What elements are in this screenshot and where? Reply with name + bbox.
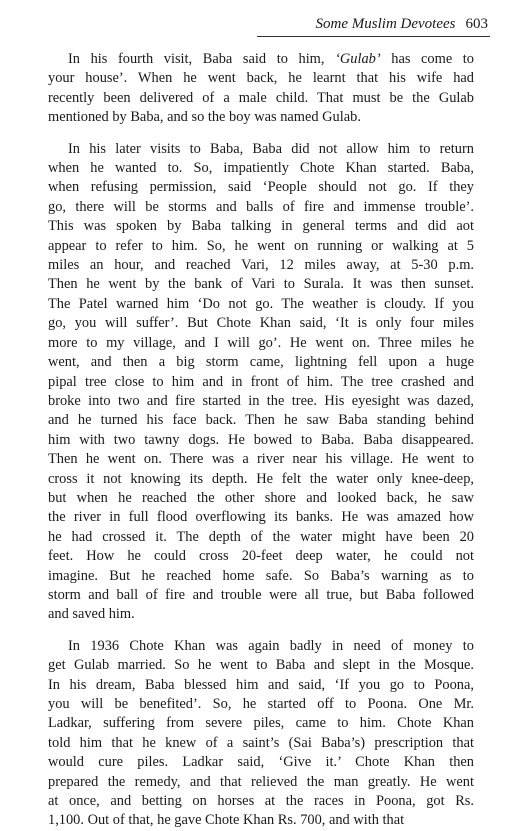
header-rule <box>257 36 490 37</box>
text-line: Then he went on. There was a river near his village. He went to <box>48 451 474 468</box>
running-head <box>316 16 488 33</box>
text-line: at once, and betting on horses at the races in Poona, got Rs. <box>48 793 474 810</box>
text-line: when refusing permission, said ‘People should not go. If they <box>48 179 474 196</box>
body-text <box>48 50 474 831</box>
text-line: he had crossed it. The depth of the water might have been 20 <box>48 528 474 545</box>
text-line: mentioned by Baba, and so the boy was named Gulab. <box>48 109 361 126</box>
page-number: 603 <box>465 16 488 32</box>
paragraph <box>48 637 474 831</box>
text-line: In his dream, Baba blessed him and said, ‘If you go to Poona, <box>48 676 474 693</box>
text-line: go, there will be storms and balls of fire and immense trouble’. <box>48 198 474 215</box>
text-line: but when he reached the other shore and looked back, he saw <box>48 489 474 506</box>
text-line: and he turned his face back. Then he saw Baba standing behind <box>48 412 474 429</box>
text-line: you will be benefited’. So, he started off to Poona. One Mr. <box>48 696 474 712</box>
text-line: broke into two and fire started in the tree. His eyesight was dazed, <box>48 392 474 409</box>
text-line: In his later visits to Baba, Baba did not allow him to return <box>68 140 474 157</box>
text-line: more to my village, and I will go’. He went on. Three miles he <box>48 334 474 351</box>
text-line: went, and then a big storm came, lightning fell upon a huge <box>48 354 474 371</box>
text-line: cross it not knowing its depth. He felt the water only knee-deep, <box>48 470 474 487</box>
text-line: and saved him. <box>48 606 135 623</box>
running-title: Some Muslim Devotees <box>315 16 456 32</box>
text-line: Then he went by the bank of Vari to Surala. It was then sunset. <box>48 276 474 293</box>
text-line: told him that he knew of a saint’s (Sai Baba’s) prescription that <box>48 734 474 751</box>
text-line: when he wanted to. So, impatiently Chote Khan started. Baba, <box>48 160 474 177</box>
text-line: your house’. When he went back, he learnt that his wife had <box>48 70 474 87</box>
text-line: appear to refer to him. So, he went on running or walking at 5 <box>48 237 474 254</box>
text-line: In his fourth visit, Baba said to him, ‘Gulab’ has come to <box>68 51 475 67</box>
paragraph <box>48 140 474 625</box>
text-line: This was spoken by Baba talking in general terms and did aot <box>48 218 474 235</box>
text-line: would cure piles. Ladkar said, ‘Give it.’ Chote Khan then <box>48 754 474 771</box>
text-line: pipal tree close to him and in front of him. The tree crashed and <box>48 373 474 390</box>
text-line: storm and ball of fire and trouble were all true, but Baba followed <box>48 586 474 603</box>
text-line: Ladkar, suffering from severe piles, came to him. Chote Khan <box>48 715 474 732</box>
text-line: get Gulab married. So he went to Baba and slept in the Mosque. <box>48 657 474 674</box>
text-line: In 1936 Chote Khan was again badly in need of money to <box>68 637 474 654</box>
text-line: imagine. But he reached home safe. So Baba’s warning as to <box>48 567 474 584</box>
text-line: the river in full flood overflowing its banks. He was amazed how <box>48 509 474 526</box>
text-line: The Patel warned him ‘Do not go. The weather is cloudy. If you <box>48 295 474 312</box>
paragraph <box>48 50 474 128</box>
text-line: recently been delivered of a male child. That must be the Gulab <box>48 89 474 106</box>
text-line: 1,100. Out of that, he gave Chote Khan Rs. 700, and with that <box>48 812 405 829</box>
text-line: prepared the remedy, and that relieved the man greatly. He went <box>48 773 474 790</box>
text-line: him with two tawny dogs. He bowed to Baba. Baba disappeared. <box>48 431 474 448</box>
text-line: feet. How he could cross 20-feet deep water, he could not <box>48 548 474 565</box>
text-line: go, you will suffer’. But Chote Khan said, ‘It is only four miles <box>48 315 474 332</box>
text-line: miles an hour, and reached Vari, 12 miles away, at 5-30 p.m. <box>48 257 474 274</box>
